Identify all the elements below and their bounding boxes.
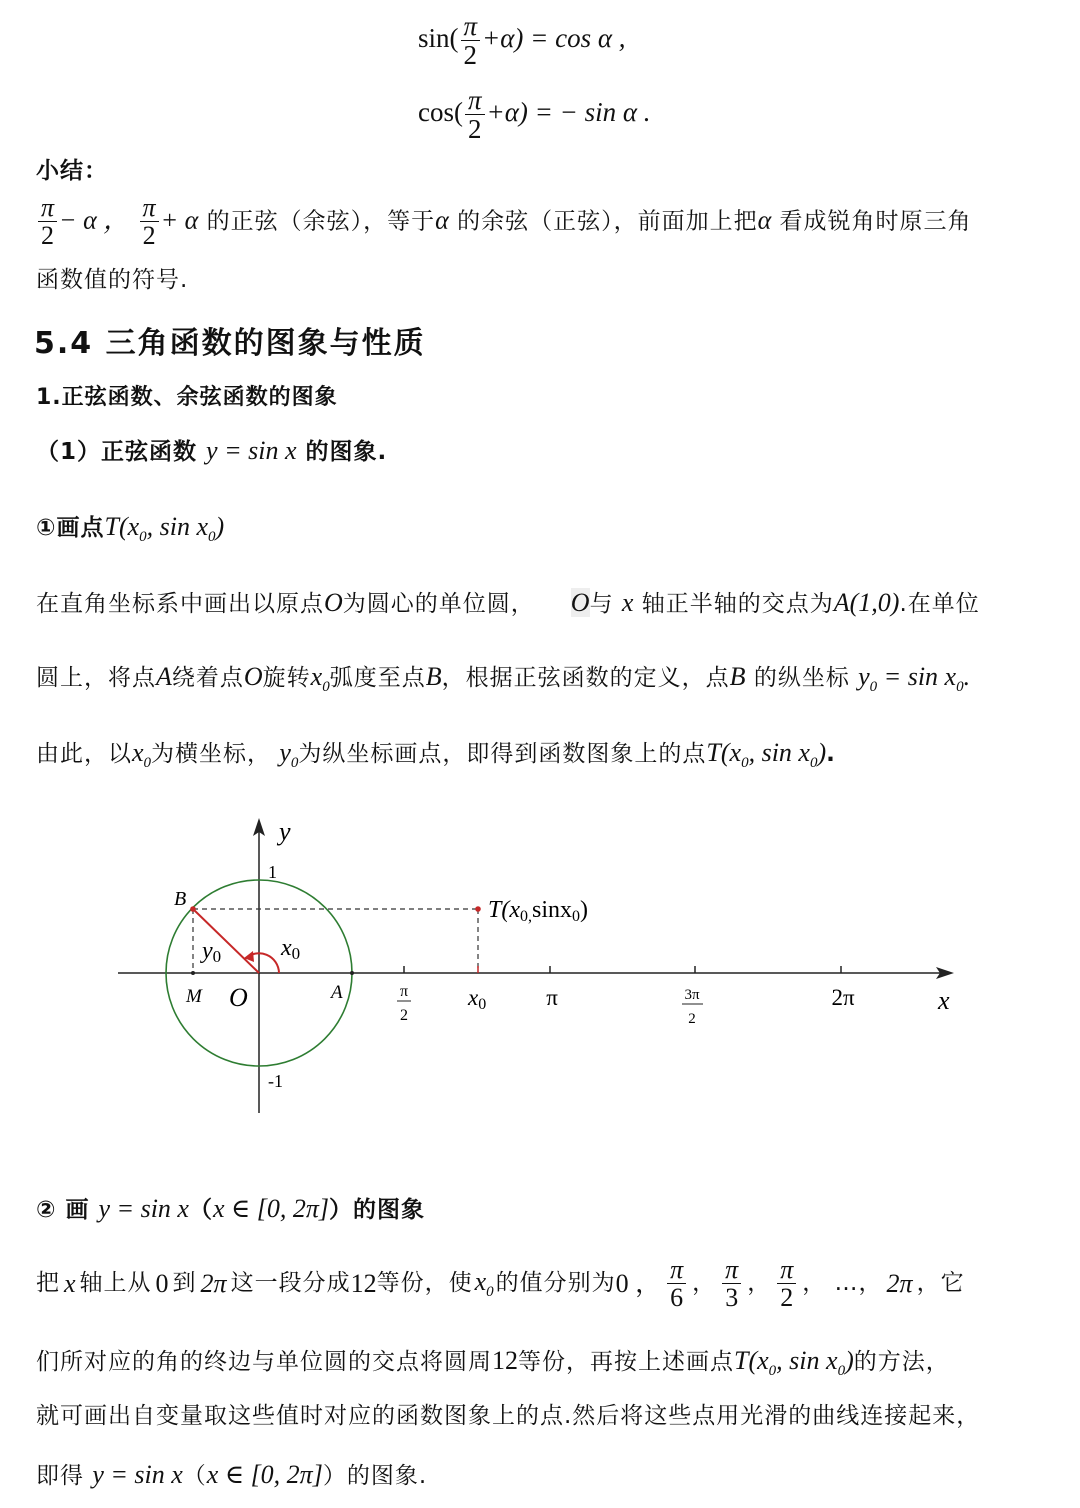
math-text: α xyxy=(757,205,772,235)
math-text: B xyxy=(425,662,442,691)
label-part: ) xyxy=(580,897,589,923)
math-text xyxy=(734,1346,854,1380)
para2-line4 xyxy=(36,1458,427,1492)
math-text: 12 xyxy=(350,1268,377,1298)
math-part: , sin x xyxy=(748,738,810,767)
text: 的值分别为 xyxy=(495,1269,616,1296)
text: ）的图象 xyxy=(329,1197,426,1223)
subscript: 0 xyxy=(809,755,818,772)
point-M xyxy=(191,971,195,975)
math-text: 2π xyxy=(886,1268,913,1298)
formula-text: sin( xyxy=(418,23,459,54)
unit-circle-figure xyxy=(0,800,1080,1130)
fraction xyxy=(465,86,485,144)
fraction-den: 2 xyxy=(468,114,482,145)
math-part: ) xyxy=(845,1346,854,1375)
fraction-den: 3 xyxy=(725,1283,739,1313)
math-part: = sin x xyxy=(877,662,957,691)
tick-label-pi-half-num: π xyxy=(399,983,409,1000)
math-text: y = sin x xyxy=(206,436,297,465)
text: 轴正半轴的交点为 xyxy=(641,591,834,617)
text: （ xyxy=(182,1463,207,1489)
label-A: A xyxy=(331,982,343,1003)
fraction-num: π xyxy=(722,1256,741,1284)
subscript: 0 xyxy=(139,529,147,546)
subscript: 0 xyxy=(208,529,216,546)
fraction-num: π xyxy=(140,194,159,222)
label-sub: 0 xyxy=(291,944,301,963)
math-text: O xyxy=(324,588,343,617)
label-B: B xyxy=(174,888,187,910)
formula-cos-shift xyxy=(418,86,651,144)
y-axis-label: y xyxy=(279,817,291,846)
para1-line3 xyxy=(36,736,836,774)
text: 圆上，将点 xyxy=(36,665,156,691)
point-A xyxy=(350,971,354,975)
subsection-title: 1.正弦函数、余弦函数的图象 xyxy=(36,385,338,410)
text: ）的图象. xyxy=(322,1463,428,1489)
fraction xyxy=(38,194,57,250)
label-minus-one: -1 xyxy=(268,1071,283,1091)
fraction xyxy=(667,1256,686,1312)
tick-label-3pi-half-den: 2 xyxy=(688,1011,696,1027)
math-text: x xyxy=(64,1268,76,1298)
text: 的正弦（余弦），等于 xyxy=(206,208,436,235)
tick-label-2pi: 2π xyxy=(831,985,855,1010)
fraction xyxy=(777,1256,796,1312)
para2-line3: 就可画出自变量取这些值时对应的函数图象上的点.然后将这些点用光滑的曲线连接起来， xyxy=(36,1403,981,1429)
label-part: sinx xyxy=(532,897,573,923)
text: 看成锐角时原三角 xyxy=(779,208,972,235)
para2-line2 xyxy=(36,1344,950,1382)
section-title: 5.4 三角函数的图象与性质 xyxy=(34,326,426,361)
subscript: 0 xyxy=(869,679,878,696)
tick-label-x0 xyxy=(467,985,486,1013)
text: 轴上从 xyxy=(79,1269,152,1296)
text: 为横坐标， xyxy=(151,741,272,767)
text: 即得 xyxy=(36,1463,84,1489)
label-part: T(x xyxy=(488,897,520,923)
math-text xyxy=(310,662,330,696)
text: （ xyxy=(188,1197,213,1223)
text: （1）正弦函数 xyxy=(36,439,198,465)
math-text: O xyxy=(243,662,263,691)
math-text xyxy=(132,738,152,772)
label-O: O xyxy=(229,983,248,1012)
fraction-num: π xyxy=(667,1256,686,1284)
math-text: y = sin x xyxy=(92,1460,183,1489)
label-part: y xyxy=(202,938,213,964)
label-x0-angle xyxy=(280,935,300,963)
subscript: 0 xyxy=(768,1363,777,1380)
text: 与 xyxy=(589,591,614,617)
formula-text: +α) = − sin α . xyxy=(486,97,651,128)
text: 的余弦（正弦），前面加上把 xyxy=(457,208,758,235)
sub-heading-sine xyxy=(36,434,387,468)
label-sub: 0 xyxy=(212,947,222,966)
math-text: x ∈ [0, 2π] xyxy=(206,1460,323,1489)
text: ，它 xyxy=(916,1269,965,1296)
text: ， …， xyxy=(802,1269,883,1296)
fraction xyxy=(461,12,481,70)
math-part: y xyxy=(279,738,291,767)
formula-text: cos( xyxy=(418,97,463,128)
math-part: y xyxy=(858,662,870,691)
text: 的纵坐标 xyxy=(753,665,850,691)
para2-line1 xyxy=(36,1256,965,1312)
step-2-heading xyxy=(36,1192,425,1226)
fraction-num: π xyxy=(461,12,481,41)
fraction-den: 2 xyxy=(780,1283,794,1313)
math-text: 0 ， xyxy=(615,1268,662,1298)
fraction xyxy=(722,1256,741,1312)
point-T xyxy=(475,906,481,912)
math-part: , sin x xyxy=(146,512,209,541)
comma: ， xyxy=(692,1269,717,1296)
subscript: 0 xyxy=(486,1284,494,1301)
text: 由此，以 xyxy=(36,741,132,767)
math-text xyxy=(279,738,299,772)
text: . xyxy=(826,741,836,767)
subscript: 0 xyxy=(322,679,330,696)
math-part: T(x xyxy=(734,1346,769,1375)
text: 等份，使 xyxy=(376,1269,473,1296)
math-text xyxy=(104,512,225,546)
text: 到 xyxy=(172,1269,197,1296)
math-part: T(x xyxy=(706,738,742,767)
text: 的图象. xyxy=(305,439,388,465)
label-sub: 0 xyxy=(478,996,487,1013)
math-text: y = sin x xyxy=(98,1194,189,1223)
subscript: 0 xyxy=(837,1363,846,1380)
comma: ， xyxy=(747,1269,772,1296)
math-text: A xyxy=(156,662,172,691)
math-text: 0 xyxy=(155,1268,169,1298)
math-text: B xyxy=(729,662,746,691)
fraction-den: 2 xyxy=(463,40,478,71)
label-M: M xyxy=(186,986,202,1007)
math-part: x xyxy=(310,662,323,691)
math-text: 2π xyxy=(200,1268,227,1298)
fraction-den: 2 xyxy=(142,221,156,251)
math-text: α xyxy=(435,205,449,235)
x-axis-label: x xyxy=(938,986,950,1015)
fraction-den: 2 xyxy=(41,221,55,251)
text: ② 画 xyxy=(36,1197,90,1223)
math-text: x xyxy=(621,588,634,617)
formula-text: +α) = cos α , xyxy=(482,23,626,54)
step-1-heading xyxy=(36,510,224,548)
math-text: O xyxy=(570,588,590,617)
label-part: x xyxy=(468,985,479,1010)
text: 为纵坐标画点，即得到函数图象上的点 xyxy=(298,741,707,767)
text: 为圆心的单位圆， xyxy=(342,591,535,617)
label-part: x xyxy=(281,935,292,961)
text: 弧度至点 xyxy=(329,665,426,691)
math-text: A(1,0) xyxy=(833,588,900,617)
fraction-num: π xyxy=(465,86,485,115)
math-part: T(x xyxy=(104,512,140,541)
math-text xyxy=(858,662,971,696)
fraction-den: 6 xyxy=(670,1283,684,1313)
math-part: x xyxy=(132,738,144,767)
formula-sin-shift xyxy=(418,12,626,70)
text: .在单位 xyxy=(899,591,980,617)
math-part: ) xyxy=(215,512,225,541)
tick-label-3pi-half-num: 3π xyxy=(684,987,700,1003)
math-text xyxy=(706,738,827,772)
text: 把 xyxy=(36,1269,60,1296)
label-one: 1 xyxy=(268,862,277,882)
tick-label-pi-half-den: 2 xyxy=(400,1007,408,1024)
text: 这一段分成 xyxy=(230,1269,351,1296)
math-text: 12 xyxy=(492,1346,518,1375)
text: 等份，再按上述画点 xyxy=(518,1349,734,1375)
subscript: 0 xyxy=(290,755,299,772)
para1-line1 xyxy=(36,586,980,620)
text: 绕着点 xyxy=(171,665,244,691)
math-text: − α ， xyxy=(59,205,130,235)
label-y0 xyxy=(200,938,221,966)
text: 旋转 xyxy=(262,665,311,691)
math-part: , sin x xyxy=(776,1346,838,1375)
tick-label-pi: π xyxy=(546,985,558,1010)
math-part: ) xyxy=(817,738,827,767)
math-text: + α xyxy=(160,205,199,235)
fraction-num: π xyxy=(777,1256,796,1284)
label-sub: 0 xyxy=(572,908,581,925)
subscript: 0 xyxy=(956,679,964,696)
subscript: 0 xyxy=(741,755,749,772)
label-sub: 0, xyxy=(520,908,532,925)
math-part: x xyxy=(474,1266,487,1296)
text: 们所对应的角的终边与单位圆的交点将圆周 xyxy=(36,1349,492,1375)
summary-line-2: 函数值的符号. xyxy=(36,267,189,293)
fraction-num: π xyxy=(38,194,57,222)
summary-title: 小结： xyxy=(36,158,108,184)
text: ，根据正弦函数的定义，点 xyxy=(441,665,730,691)
summary-line-1 xyxy=(36,194,972,250)
subscript: 0 xyxy=(143,755,152,772)
fraction xyxy=(140,194,159,250)
math-text xyxy=(475,1265,494,1303)
math-text: x ∈ [0, 2π] xyxy=(212,1194,330,1223)
label-T xyxy=(488,897,588,925)
para1-line2 xyxy=(36,660,970,698)
text: 在直角坐标系中画出以原点 xyxy=(36,591,324,617)
math-part: . xyxy=(963,662,971,691)
point-B xyxy=(190,906,196,912)
text: ①画点 xyxy=(36,515,105,541)
text: 的方法， xyxy=(853,1349,950,1375)
